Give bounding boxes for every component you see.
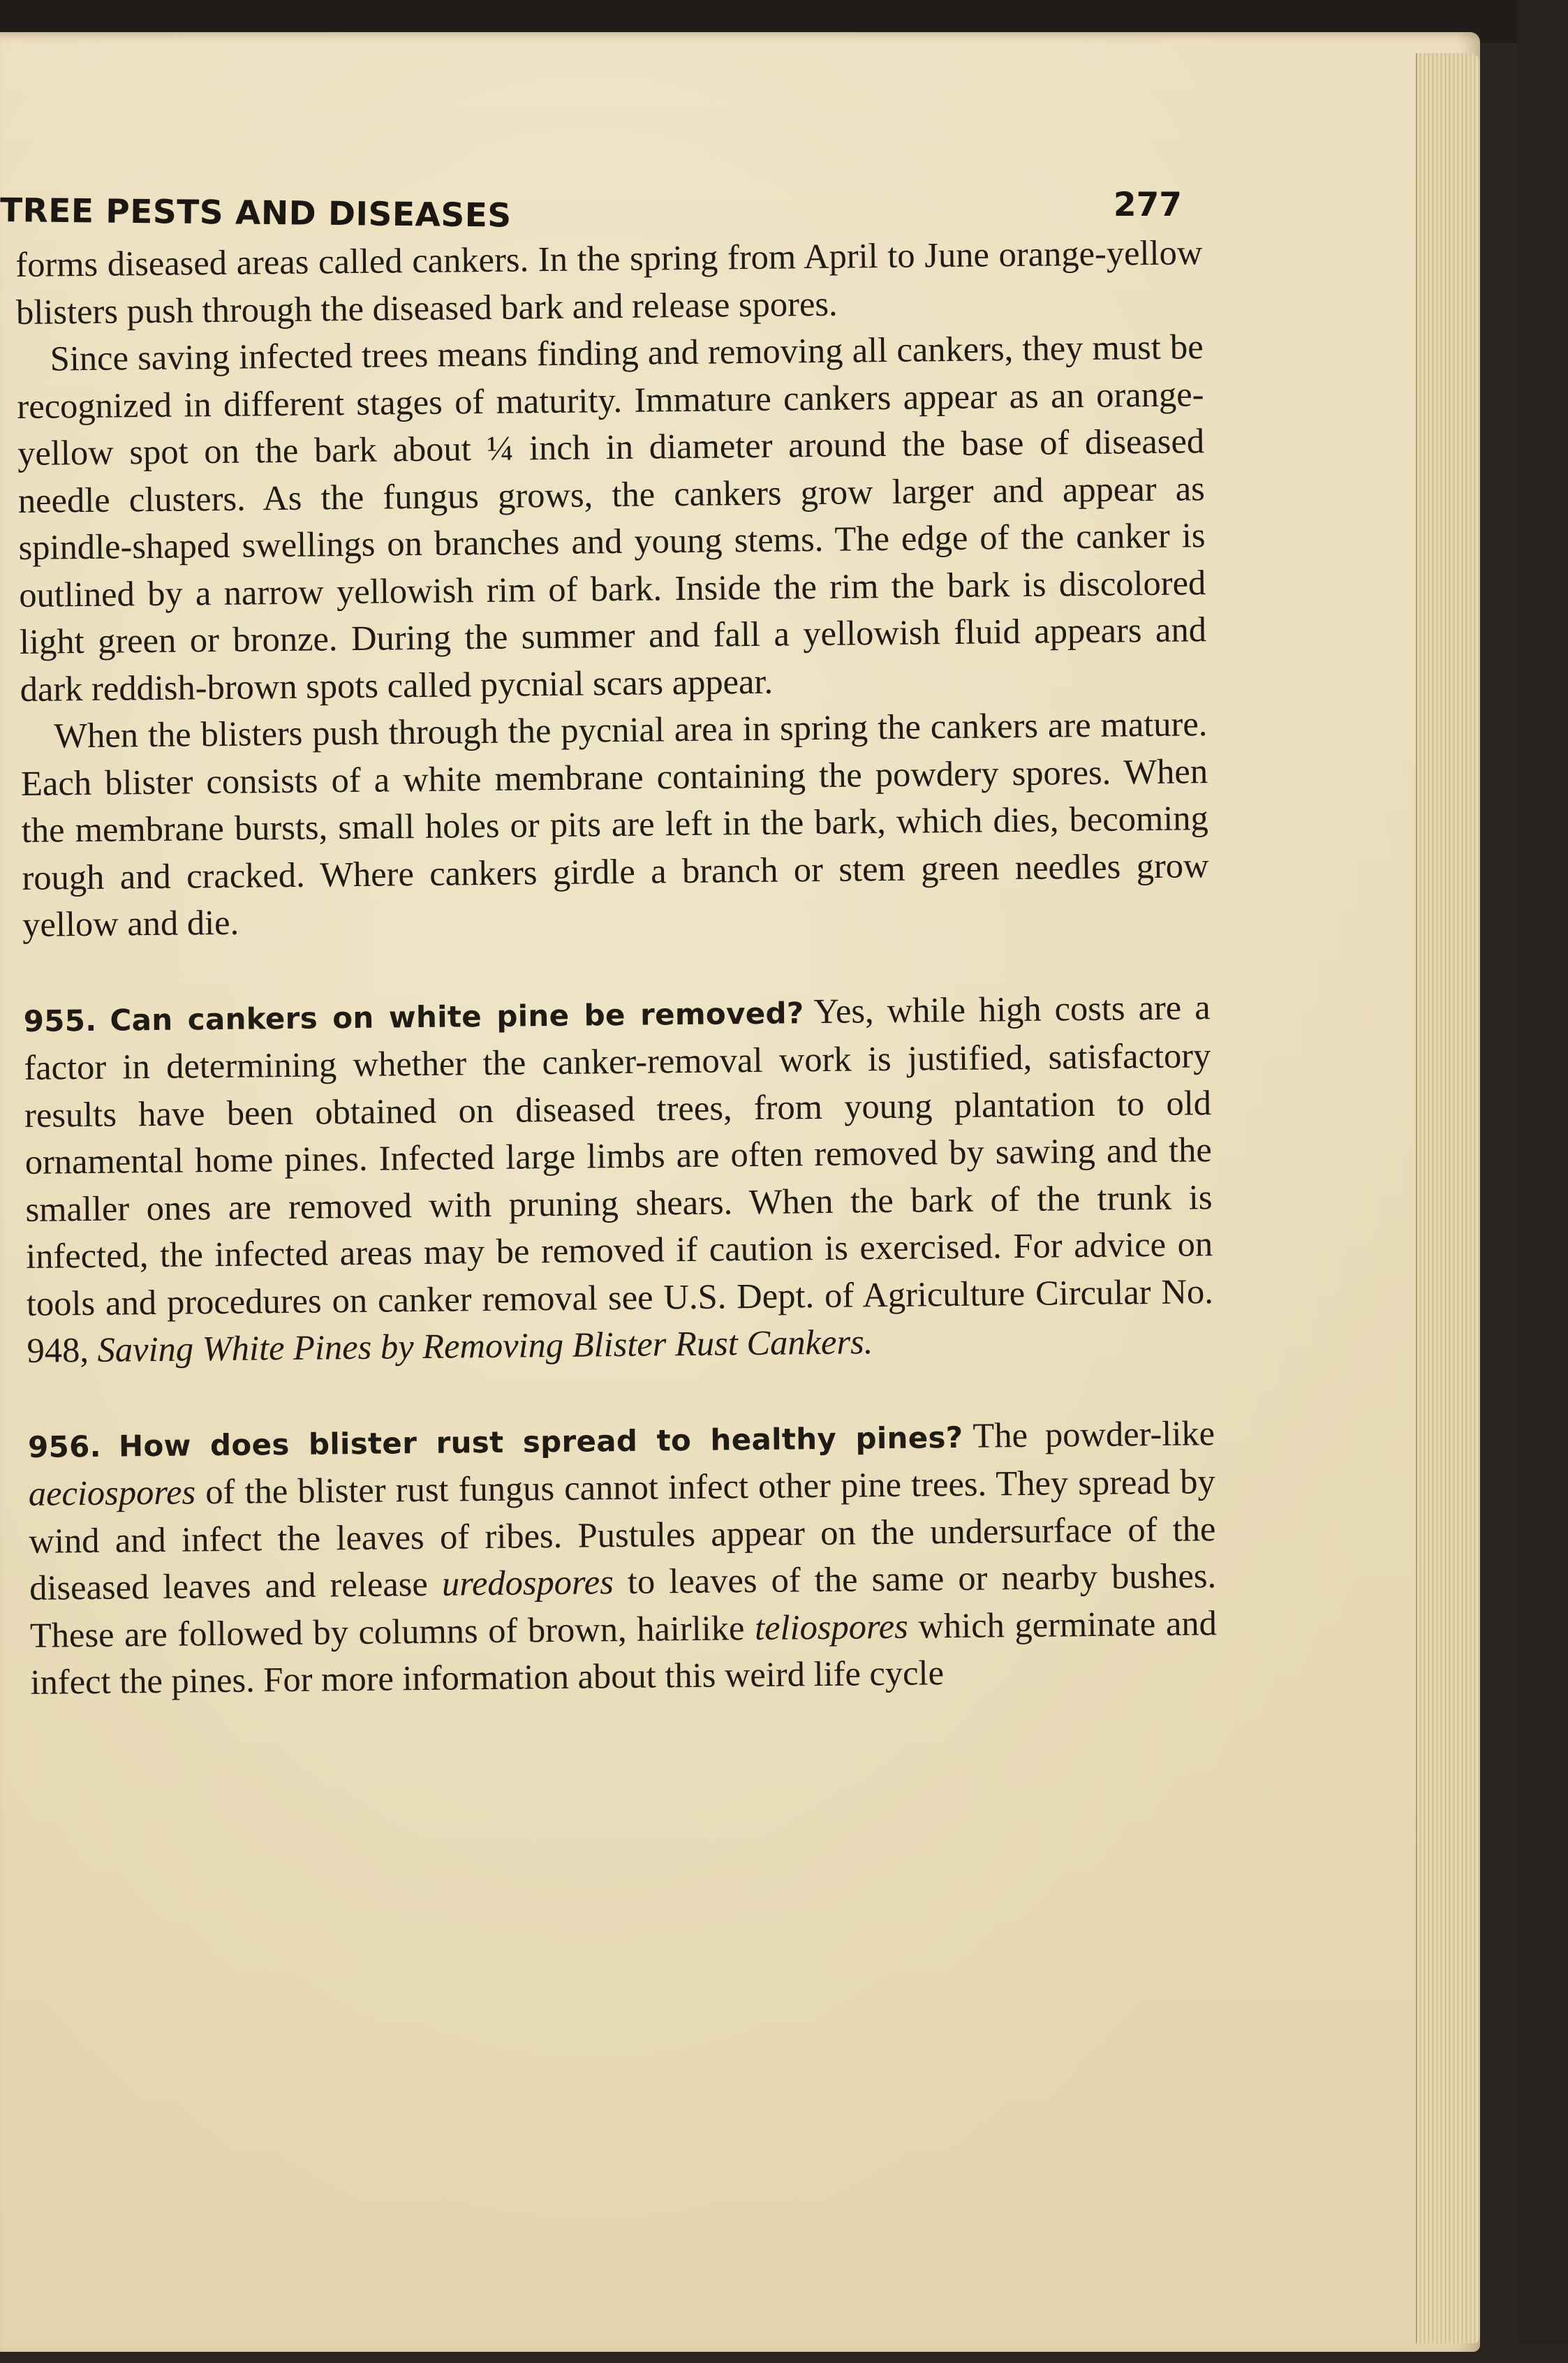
page-body xyxy=(15,229,1218,1706)
term-aeciospores: aeciospores xyxy=(28,1472,196,1513)
term-uredospores: uredospores xyxy=(441,1562,614,1603)
paragraph-mature-cankers: When the blisters push through the pycnial area in spring the cankers are mature. Each blister consists of a white membrane containing the powdery spores. When the membrane bursts, small holes or pits are left in the bark, which dies, becoming rough and cracked. Where cankers girdle a branch or stem green needles grow yellow and die. xyxy=(20,704,1209,944)
page-edges xyxy=(1416,53,1480,2343)
citation-title: Saving White Pines by Removing Blister Rust Cankers. xyxy=(97,1322,873,1369)
book-page xyxy=(0,32,1480,2352)
question-number: 956. xyxy=(27,1429,102,1464)
question-heading: How does blister rust spread to healthy pines? xyxy=(118,1420,963,1464)
paragraph-continued: forms diseased areas called cankers. In the spring from April to June orange-yellow blisters push through the diseased bark and release spores. xyxy=(15,233,1203,332)
paragraph-canker-stages: Since saving infected trees means finding and removing all cankers, they must be recognized in different stages of maturity. Immature cankers appear as an orange-yellow spot on the bark about ¼ inch in diameter around the base of diseased needle clusters. As the fungus grows, the cankers grow larger and appear as spindle-shaped swellings on branches and young stems. The edge of the canker is outlined by a narrow yellowish rim of bark. Inside the rim the bark is discolored light green or bronze. During the summer and fall a yellowish fluid appears and dark reddish-brown spots called pycnial scars appear. xyxy=(17,327,1207,709)
answer-text: The powder-like xyxy=(972,1413,1215,1455)
running-head: TREE PESTS AND DISEASES xyxy=(0,191,512,235)
question-heading: Can cankers on white pine be removed? xyxy=(110,995,804,1038)
answer-text: which germinate and infect the pines. For more information about this weird life cycle xyxy=(30,1603,1218,1702)
page-number: 277 xyxy=(1113,186,1182,224)
question-956 xyxy=(28,1410,1218,1707)
question-number: 955. xyxy=(23,1003,97,1038)
term-teliospores: teliospores xyxy=(754,1606,909,1647)
answer-text: Yes, while high costs are a factor in determining whether the canker-removal work is justified, satisfactory results have been obtained on diseased trees, from young plantation to old ornamental home pines. Infected large limbs are often removed by sawing and the smaller ones are removed with pruning shears. When the bark of the trunk is infected, the infected areas may be removed if caution is exercised. For advice on tools and procedures on canker removal see U.S. Dept. of Agriculture Circular No. 948, xyxy=(24,987,1214,1370)
question-955 xyxy=(23,984,1214,1375)
scan-background-right xyxy=(1516,0,1568,2363)
answer-text: of the blister rust fungus cannot infect other pine trees. They spread by wind and infect the leaves of ribes. Pustules appear on the undersurface of the diseased leaves and release xyxy=(29,1462,1216,1607)
answer-text: to leaves of the same or nearby bushes. These are followed by columns of brown, hairlike xyxy=(29,1556,1217,1655)
